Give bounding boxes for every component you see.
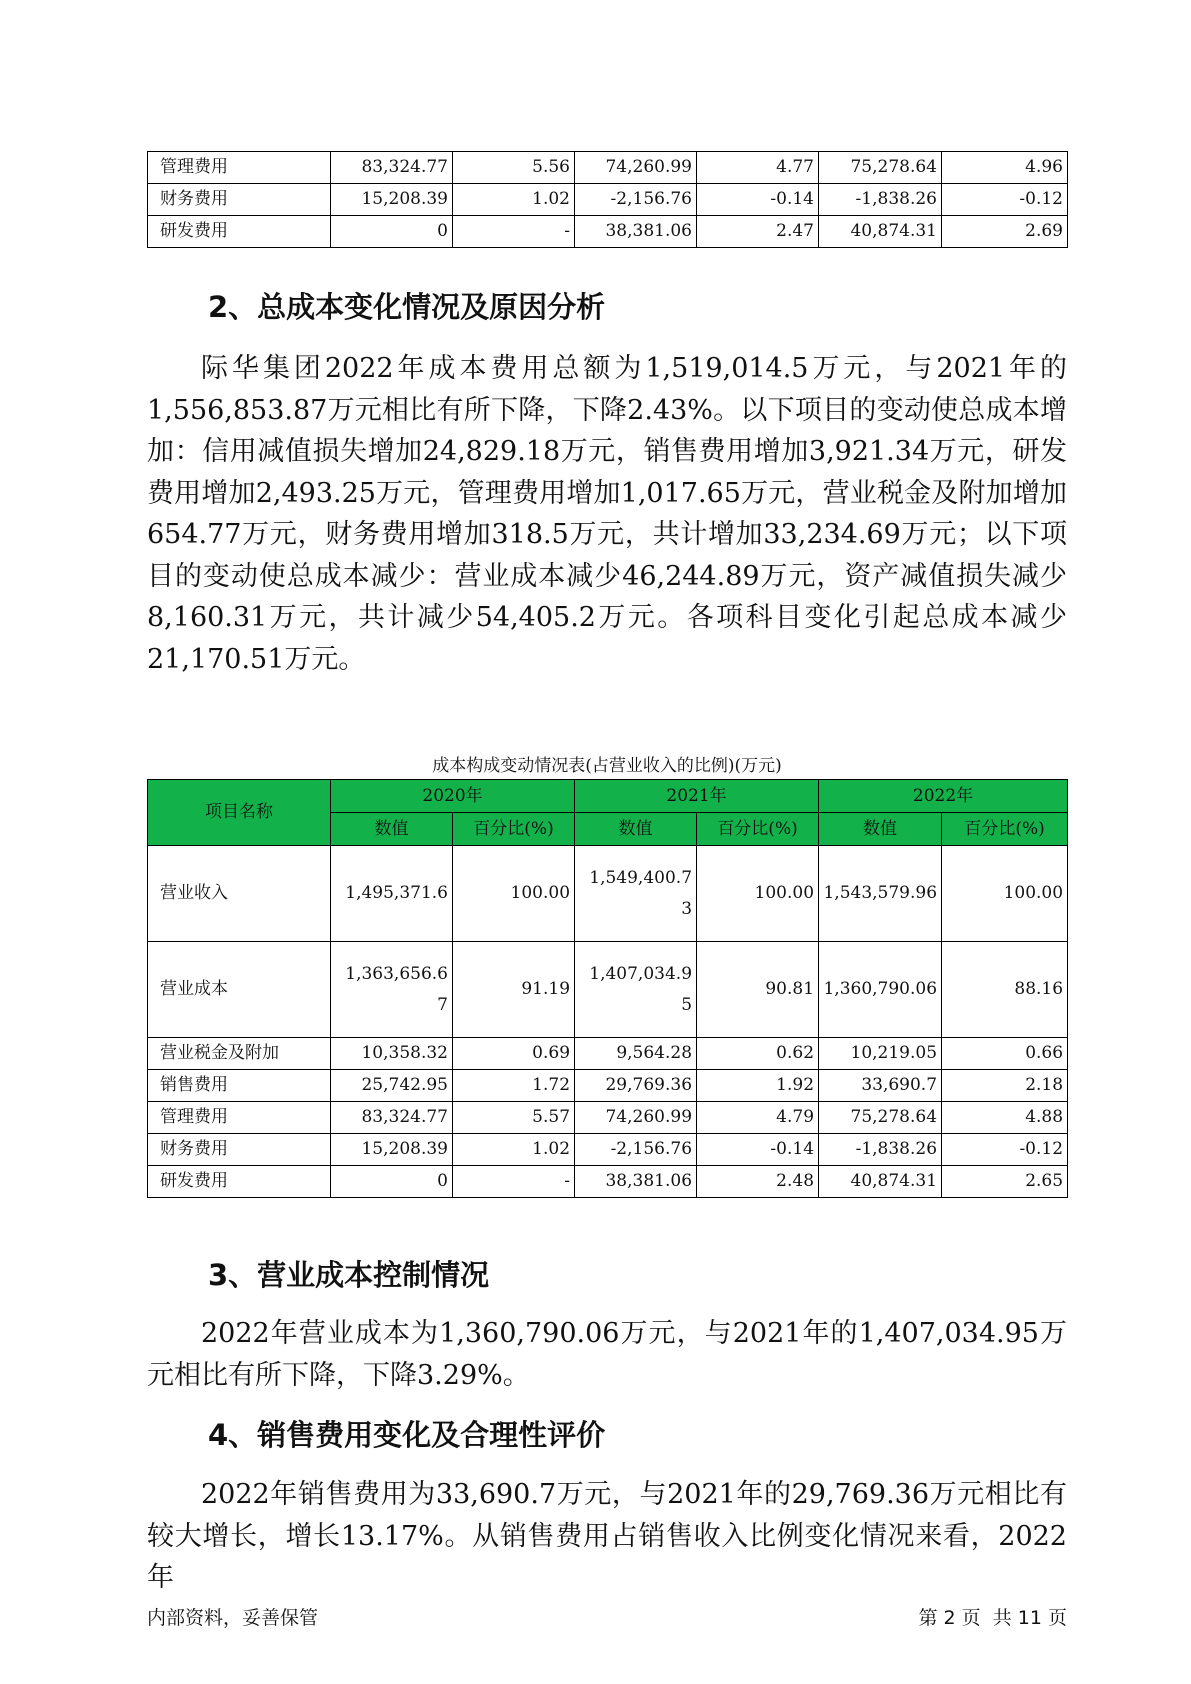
row-label-cell: 销售费用 — [148, 1070, 331, 1102]
value-cell: 1,543,579.96 — [819, 846, 942, 942]
value-cell: 1,495,371.6 — [331, 846, 453, 942]
table-caption: 成本构成变动情况表(占营业收入的比例)(万元) — [432, 756, 782, 776]
value-cell: 100.00 — [453, 846, 575, 942]
value-cell: 74,260.99 — [575, 1102, 697, 1134]
table-row — [148, 216, 1068, 248]
header-percent: 百分比(%) — [942, 813, 1068, 846]
header-percent: 百分比(%) — [453, 813, 575, 846]
value-cell: - — [453, 1166, 575, 1198]
value-cell: 75,278.64 — [819, 1102, 942, 1134]
value-cell: -2,156.76 — [575, 184, 697, 216]
value-cell: 1,407,034.95 — [575, 942, 697, 1038]
value-cell: 75,278.64 — [819, 152, 942, 184]
header-percent: 百分比(%) — [697, 813, 819, 846]
header-year-2020: 2020年 — [331, 780, 575, 813]
row-label-cell: 管理费用 — [148, 1102, 331, 1134]
value-cell: 9,564.28 — [575, 1038, 697, 1070]
value-cell: 2.47 — [697, 216, 819, 248]
value-cell: 0 — [331, 1166, 453, 1198]
row-label-cell: 财务费用 — [148, 184, 331, 216]
value-cell: 25,742.95 — [331, 1070, 453, 1102]
value-cell: 1.72 — [453, 1070, 575, 1102]
value-cell: 0.66 — [942, 1038, 1068, 1070]
table-row — [148, 1038, 1068, 1070]
section-4-paragraph: 2022年销售费用为33,690.7万元，与2021年的29,769.36万元相比有较大增长，增长13.17%。从销售费用占销售收入比例变化情况来看，2022年 — [147, 1479, 1067, 1593]
value-cell: 1,363,656.67 — [331, 942, 453, 1038]
value-cell: 100.00 — [697, 846, 819, 942]
header-value: 数值 — [819, 813, 942, 846]
value-cell: 10,219.05 — [819, 1038, 942, 1070]
section-3-paragraph: 2022年营业成本为1,360,790.06万元，与2021年的1,407,034.95万元相比有所下降，下降3.29%。 — [147, 1318, 1067, 1391]
table-row — [148, 184, 1068, 216]
value-cell: 40,874.31 — [819, 216, 942, 248]
cost-table-continued — [147, 151, 1068, 248]
value-cell: 0.62 — [697, 1038, 819, 1070]
section-4-heading: 4、销售费用变化及合理性评价 — [208, 1418, 606, 1452]
value-cell: -1,838.26 — [819, 184, 942, 216]
value-cell: 1.92 — [697, 1070, 819, 1102]
row-label-cell: 营业收入 — [148, 846, 331, 942]
value-cell: 2.69 — [942, 216, 1068, 248]
value-cell: 10,358.32 — [331, 1038, 453, 1070]
header-item-name: 项目名称 — [148, 780, 331, 846]
table-row — [148, 1166, 1068, 1198]
row-label-cell: 管理费用 — [148, 152, 331, 184]
value-cell: -0.12 — [942, 1134, 1068, 1166]
value-cell: -2,156.76 — [575, 1134, 697, 1166]
value-cell: 90.81 — [697, 942, 819, 1038]
section-2-paragraph: 际华集团2022年成本费用总额为1,519,014.5万元，与2021年的1,556,853.87万元相比有所下降，下降2.43%。以下项目的变动使总成本增加：信用减值损失增加24,829.18万元，销售费用增加3,921.34万元，研发费用增加2,493.25万元，管理费用增加1,017.65万元，营业税金及附加增加654.77万元，财务费用增加318.5万元，共计增加33,234.69万元；以下项目的变动使总成本减少：营业成本减少46,244.89万元，资产减值损失减少8,160.31万元，共计减少54,405.2万元。各项科目变化引起总成本减少21,170.51万元。 — [147, 353, 1067, 675]
header-year-2022: 2022年 — [819, 780, 1068, 813]
row-label-cell: 财务费用 — [148, 1134, 331, 1166]
table-row — [148, 152, 1068, 184]
table-row — [148, 846, 1068, 942]
section-3-heading: 3、营业成本控制情况 — [208, 1258, 490, 1292]
row-label-cell: 研发费用 — [148, 1166, 331, 1198]
value-cell: -0.14 — [697, 184, 819, 216]
table-row — [148, 1134, 1068, 1166]
value-cell: 4.88 — [942, 1102, 1068, 1134]
table-row — [148, 1102, 1068, 1134]
header-year-2021: 2021年 — [575, 780, 819, 813]
row-label-cell: 营业税金及附加 — [148, 1038, 331, 1070]
value-cell: 91.19 — [453, 942, 575, 1038]
value-cell: 1.02 — [453, 1134, 575, 1166]
value-cell: 74,260.99 — [575, 152, 697, 184]
row-label-cell: 研发费用 — [148, 216, 331, 248]
footer-page-number: 第 2 页 共 11 页 — [918, 1607, 1067, 1629]
value-cell: 4.77 — [697, 152, 819, 184]
value-cell: 0.69 — [453, 1038, 575, 1070]
header-value: 数值 — [331, 813, 453, 846]
value-cell: -0.12 — [942, 184, 1068, 216]
value-cell: 2.65 — [942, 1166, 1068, 1198]
cost-structure-table — [147, 779, 1068, 1198]
value-cell: 4.79 — [697, 1102, 819, 1134]
table-row — [148, 1070, 1068, 1102]
value-cell: 2.18 — [942, 1070, 1068, 1102]
value-cell: 100.00 — [942, 846, 1068, 942]
value-cell: 2.48 — [697, 1166, 819, 1198]
value-cell: 5.56 — [453, 152, 575, 184]
value-cell: 1,549,400.73 — [575, 846, 697, 942]
table-row — [148, 942, 1068, 1038]
row-label-cell: 营业成本 — [148, 942, 331, 1038]
value-cell: -1,838.26 — [819, 1134, 942, 1166]
section-2-heading: 2、总成本变化情况及原因分析 — [208, 290, 606, 324]
footer-confidential: 内部资料，妥善保管 — [147, 1607, 319, 1629]
value-cell: 38,381.06 — [575, 216, 697, 248]
value-cell: 5.57 — [453, 1102, 575, 1134]
value-cell: 15,208.39 — [331, 184, 453, 216]
value-cell: 38,381.06 — [575, 1166, 697, 1198]
value-cell: 4.96 — [942, 152, 1068, 184]
header-value: 数值 — [575, 813, 697, 846]
value-cell: 88.16 — [942, 942, 1068, 1038]
value-cell: 15,208.39 — [331, 1134, 453, 1166]
value-cell: 33,690.7 — [819, 1070, 942, 1102]
value-cell: 83,324.77 — [331, 152, 453, 184]
value-cell: 1,360,790.06 — [819, 942, 942, 1038]
value-cell: 0 — [331, 216, 453, 248]
value-cell: - — [453, 216, 575, 248]
value-cell: 29,769.36 — [575, 1070, 697, 1102]
value-cell: 40,874.31 — [819, 1166, 942, 1198]
value-cell: -0.14 — [697, 1134, 819, 1166]
value-cell: 83,324.77 — [331, 1102, 453, 1134]
value-cell: 1.02 — [453, 184, 575, 216]
